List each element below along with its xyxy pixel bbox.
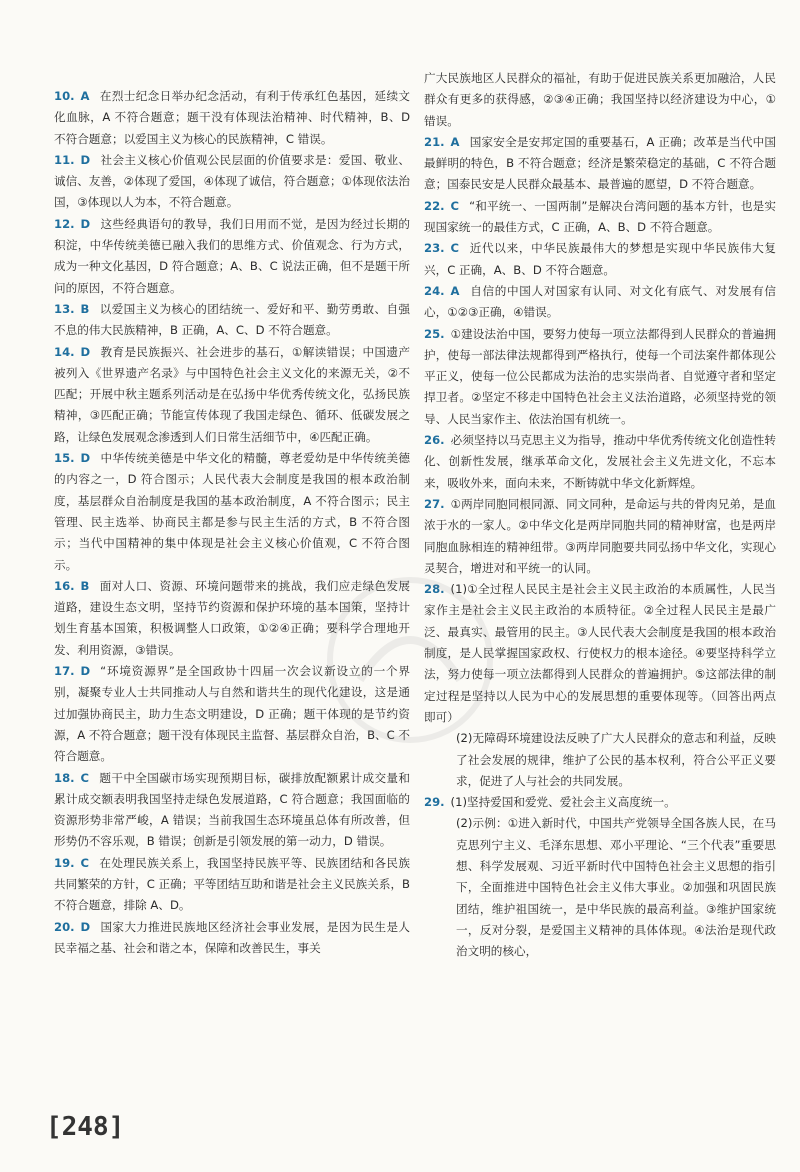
answer-explanation: 在烈士纪念日举办纪念活动，有利于传承红色基因，延续文化血脉，A 不符合题意；题干没有体现法治精神、时代精神，B、D 不符合题意；以爱国主义为核心的民族精神，C 错误。: [54, 89, 410, 146]
answer-item: [424, 792, 776, 813]
answer-explanation: (1)①全过程人民民主是社会主义民主政治的本质属性，人民当家作主是社会主义民主政治的本质特征。②全过程人民民主是最广泛、最真实、最管用的民主。③人民代表大会制度是我国的根本政治制度，是人民掌握国家政权、行使权力的根本途径。④要坚持科学立法，努力使每一项立法都得到人民群众的普遍拥护。⑤这部法律的制定过程是坚持以人民为中心的发展思想的重要体现等。（回答出两点即可）: [424, 582, 776, 724]
left-column: [54, 86, 410, 959]
answer-item: [424, 813, 776, 962]
answer-explanation: 教育是民族振兴、社会进步的基石，①解读错误；中国遗产被列入《世界遗产名录》与中国特色社会主义文化的来源无关，②不匹配；开展中秋主题系列活动是在弘扬中华优秀传统文化，弘扬民族精神，③匹配正确；节能宣传体现了我国走绿色、循环、低碳发展之路，让绿色发展观念渗透到人们日常生活细节中，④匹配正确。: [54, 344, 410, 444]
answer-explanation: 面对人口、资源、环境问题带来的挑战，我们应走绿色发展道路，建设生态文明，坚持节约资源和保护环境的基本国策，坚持计划生育基本国策，积极调整人口政策，①②④正确；要科学合理地开发、利用资源，③错误。: [54, 578, 410, 657]
answer-item: [424, 196, 776, 239]
answer-letter: D: [80, 451, 91, 466]
answer-explanation: 近代以来，中华民族最伟大的梦想是实现中华民族伟大复兴，C 正确，A、B、D 不符合题意。: [424, 241, 776, 277]
answer-item: [54, 661, 410, 767]
answer-item: [424, 324, 776, 430]
question-number: 17.: [54, 664, 75, 679]
answer-item: [424, 494, 776, 579]
answer-letter: D: [80, 919, 91, 934]
question-number: 16.: [54, 578, 75, 593]
answer-item: [424, 68, 776, 132]
answer-item: [54, 299, 410, 342]
answer-item: [424, 281, 776, 324]
answer-item: [424, 579, 776, 728]
answer-item: [54, 917, 410, 960]
question-number: 20.: [54, 919, 75, 934]
answer-item: [424, 728, 776, 792]
answer-explanation: 中华传统美德是中华文化的精髓，尊老爱幼是中华传统美德的内容之一，D 符合图示；人民代表大会制度是我国的根本政治制度，基层群众自治制度是我国的基本政治制度，A 不符合图示；民主管理、民主选举、协商民主都是参与民主生活的方式，B 不符合图示；当代中国精神的集中体现是社会主义核心价值观，C 不符合图示。: [54, 451, 410, 572]
answer-letter: D: [80, 216, 91, 231]
answer-letter: B: [80, 301, 90, 316]
answer-explanation: (1)坚持爱国和爱党、爱社会主义高度统一。: [450, 795, 676, 810]
answer-letter: C: [450, 198, 460, 213]
answer-explanation: 必须坚持以马克思主义为指导，推动中华优秀传统文化创造性转化、创新性发展，继承革命文化，发展社会主义先进文化，不忘本来，吸收外来，面向未来，不断铸就中华文化新辉煌。: [424, 433, 776, 490]
question-number: 22.: [424, 198, 445, 213]
answer-explanation: “环境资源界”是全国政协十四届一次会议新设立的一个界别，凝聚专业人士共同推动人与自然和谐共生的现代化建设，这是通过加强协商民主，助力生态文明建设，D 正确；题干体现的是节约资源，A 不符合题意；题干没有体现民主监督、基层群众自治，B、C 不符合题意。: [54, 664, 410, 764]
answer-letter: B: [80, 578, 90, 593]
answer-explanation: 国家安全是安邦定国的重要基石，A 正确；改革是当代中国最鲜明的特色，B 不符合题意；经济是繁荣稳定的基础，C 不符合题意；国泰民安是人民群众最基本、最普遍的愿望，D 不符合题意。: [424, 134, 776, 192]
answer-explanation: 这些经典语句的教导，我们日用而不觉，是因为经过长期的积淀，中华传统美德已融入我们的思维方式、价值观念、行为方式，成为一种文化基因，D 符合题意；A、B、C 说法正确，但不是题干所问的原因，不符合题意。: [54, 216, 410, 295]
question-number: 15.: [54, 451, 75, 466]
answer-item: [54, 448, 410, 576]
answer-letter: A: [80, 89, 90, 103]
answer-letter: A: [450, 283, 460, 298]
question-number: 26.: [424, 433, 445, 448]
answer-explanation: 在处理民族关系上，我国坚持民族平等、民族团结和各民族共同繁荣的方针，C 正确；平等团结互助和谐是社会主义民族关系，B 不符合题意，排除 A、D。: [54, 855, 410, 913]
answer-item: [424, 238, 776, 281]
answer-item: [54, 86, 410, 150]
answer-item: [54, 768, 410, 853]
question-number: 13.: [54, 301, 75, 316]
question-number: 25.: [424, 326, 445, 341]
answer-explanation: 广大民族地区人民群众的福祉，有助于促进民族关系更加融洽，人民群众有更多的获得感，②③④正确；我国坚持以经济建设为中心，①错误。: [424, 71, 776, 128]
answer-explanation: 社会主义核心价值观公民层面的价值要求是：爱国、敬业、诚信、友善，②体现了爱国，④体现了诚信，符合题意；①体现依法治国，③体现以人为本，不符合题意。: [54, 152, 410, 210]
question-number: 10.: [54, 89, 75, 103]
answer-letter: C: [80, 855, 90, 870]
answer-explanation: “和平统一、一国两制”是解决台湾问题的基本方针，也是实现国家统一的最佳方式，C 正确，A、B、D 不符合题意。: [424, 198, 776, 235]
question-number: 21.: [424, 134, 445, 149]
answer-letter: D: [80, 344, 91, 359]
question-number: 19.: [54, 855, 75, 870]
question-number: 24.: [424, 283, 445, 298]
answer-explanation: ①建设法治中国，要努力使每一项立法都得到人民群众的普遍拥护，使每一部法律法规都得到严格执行，使每一个司法案件都体现公平正义，使每一位公民都成为法治的忠实崇尚者、自觉遵守者和坚定捍卫者。②坚定不移走中国特色社会主义法治道路，必须坚持党的领导、人民当家作主、依法治国有机统一。: [424, 326, 776, 426]
answer-letter: C: [80, 770, 90, 785]
question-number: 14.: [54, 344, 75, 359]
answer-explanation: (2)无障碍环境建设法反映了广大人民群众的意志和利益，反映了社会发展的规律，维护了公民的基本权利，符合公平正义要求，促进了人与社会的共同发展。: [456, 731, 776, 788]
answer-item: [54, 576, 410, 661]
question-number: 23.: [424, 241, 445, 256]
question-number: 11.: [54, 152, 75, 167]
answer-item: [424, 132, 776, 196]
question-number: 12.: [54, 216, 75, 231]
question-number: 27.: [424, 496, 445, 511]
question-number: 29.: [424, 795, 445, 810]
answer-item: [54, 214, 410, 299]
answer-letter: A: [450, 134, 460, 149]
page-number: [248]: [46, 1112, 125, 1142]
answer-explanation: 自信的中国人对国家有认同、对文化有底气、对发展有信心，①②③正确，④错误。: [424, 283, 776, 320]
answer-letter: D: [80, 664, 91, 679]
answer-item: [54, 342, 410, 448]
question-number: 18.: [54, 770, 75, 785]
answer-explanation: 以爱国主义为核心的团结统一、爱好和平、勤劳勇敢、自强不息的伟大民族精神，B 正确，A、C、D 不符合题意。: [54, 301, 410, 338]
answer-explanation: 国家大力推进民族地区经济社会事业发展，是因为民生是人民幸福之基、社会和谐之本，保障和改善民生，事关: [54, 919, 410, 955]
answer-item: [424, 430, 776, 494]
answer-item: [54, 853, 410, 917]
answer-item: [54, 150, 410, 214]
answer-explanation: 题干中全国碳市场实现预期目标，碳排放配额累计成交量和累计成交额表明我国坚持走绿色发展道路，C 符合题意；我国面临的资源形势非常严峻，A 错误；当前我国生态环境虽总体有所改善，但形势仍不容乐观，B 错误；创新是引领发展的第一动力，D 错误。: [54, 770, 410, 849]
answer-letter: D: [80, 152, 91, 167]
question-number: 28.: [424, 582, 445, 597]
answer-explanation: ①两岸同胞同根同源、同文同种，是命运与共的骨肉兄弟，是血浓于水的一家人。②中华文化是两岸同胞共同的精神财富，也是两岸同胞血脉相连的精神纽带。③两岸同胞要共同弘扬中华文化，实现心灵契合，增进对和平统一的认同。: [424, 496, 776, 575]
answer-letter: C: [450, 241, 460, 256]
right-column: [424, 68, 776, 962]
answer-explanation: (2)示例：①进入新时代，中国共产党领导全国各族人民，在马克思列宁主义、毛泽东思想、邓小平理论、“三个代表”重要思想、科学发展观、习近平新时代中国特色社会主义思想的指引下，全面推进中国特色社会主义伟大事业。②加强和巩固民族团结，维护祖国统一，是中华民族的最高利益。③维护国家统一，反对分裂，是爱国主义精神的具体体现。④法治是现代政治文明的核心，: [456, 816, 776, 959]
